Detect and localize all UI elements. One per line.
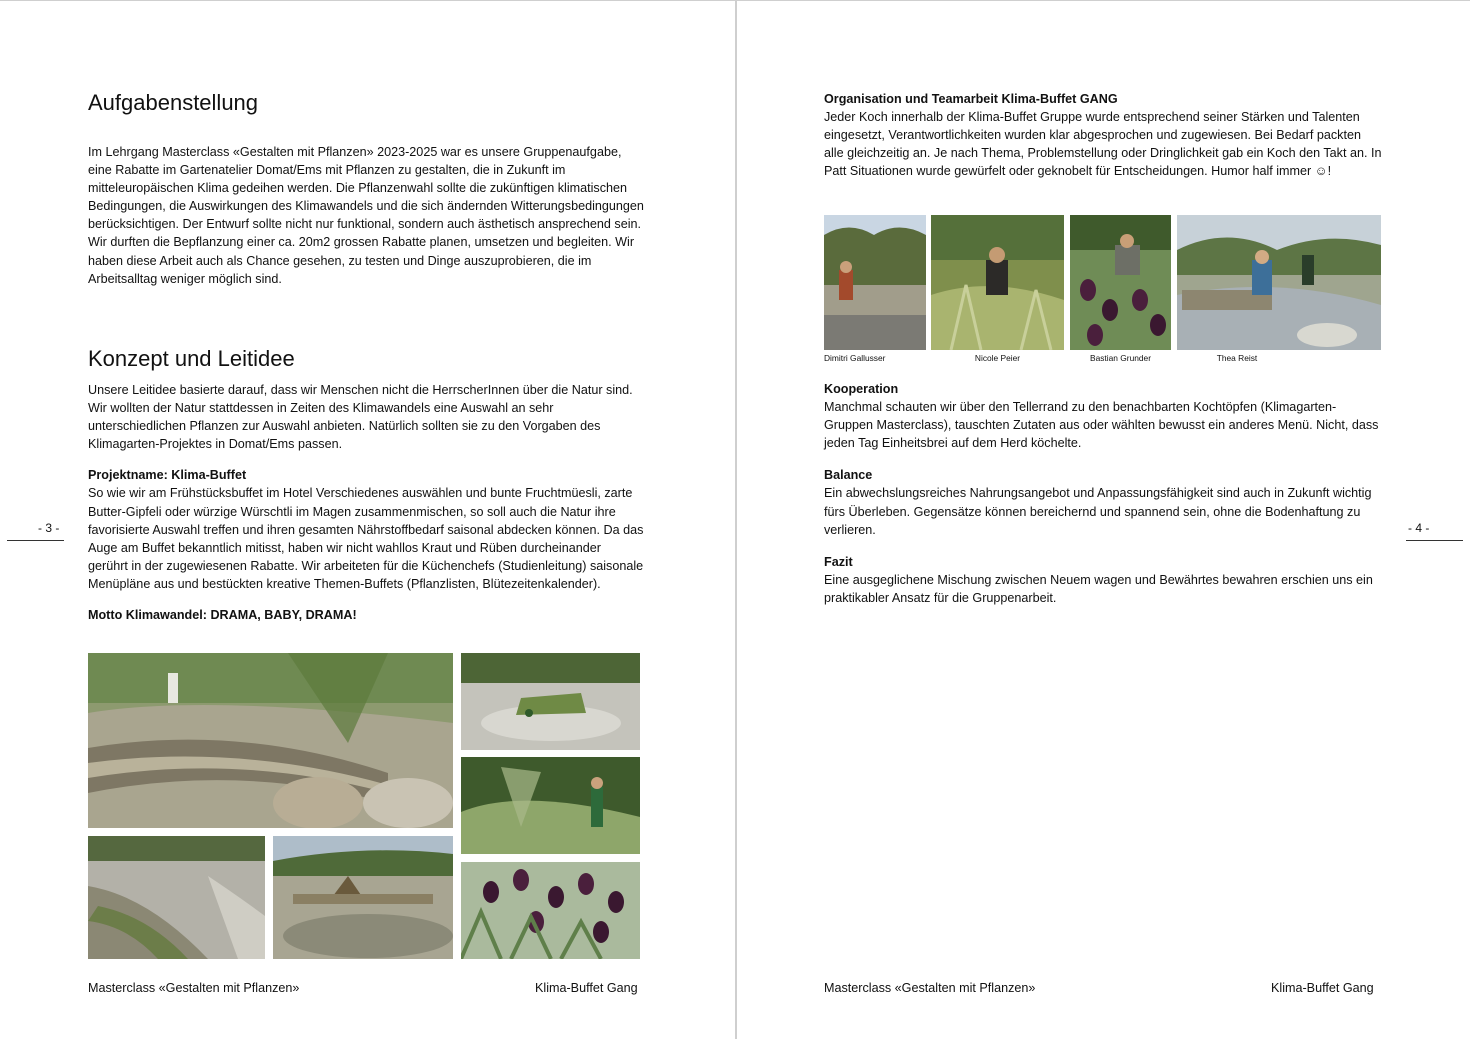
page-number-4: - 4 - <box>1408 521 1430 535</box>
caption-nicole-peier: Nicole Peier <box>974 353 1021 363</box>
subheading-balance: Balance <box>824 468 873 483</box>
paragraph-leitidee: Unsere Leitidee basierte darauf, dass wir Menschen nicht die HerrscherInnen über die Natur sind. Wir wollten der Natur stattdessen in Zeiten des Klimawandels eine Auswahl an sehr unterschiedlichen Pflanzen zur Auswahl anbieten. Natürlich sollten sie zu den Vorgaben des Klimagarten-Projektes in Domat/Ems passen. <box>88 383 633 452</box>
photo-tulips <box>461 862 640 959</box>
footer-right-right-page: Klima-Buffet Gang <box>1271 981 1374 995</box>
subheading-fazit: Fazit <box>824 554 853 569</box>
heading-aufgabenstellung: Aufgabenstellung <box>88 90 259 115</box>
page-number-rule-right <box>1406 540 1463 541</box>
photo-rabatte-stone-wall <box>88 653 453 828</box>
subheading-organisation: Organisation und Teamarbeit Klima-Buffet GANG <box>824 92 1118 106</box>
subheading-kooperation: Kooperation <box>824 382 899 396</box>
subheading-projektname: Projektname: Klima-Buffet <box>88 468 247 483</box>
paragraph-aufgabenstellung: Im Lehrgang Masterclass «Gestalten mit Pflanzen» 2023-2025 war es unsere Gruppenaufgabe, eine Rabatte im Gartenatelier Domat/Ems mit Pflanzen zu gestalten, die in Zukunft im mitteleuropäischen Klima gedeihen werden. Die Pflanzenwahl sollte die zukünftigen klimatischen Bedingungen, die Auswirkungen des Klimawandels und die sich ändernden Witterungsbedingungen berücksichtigen. Der Entwurf sollte nicht nur funktional, sondern auch ästhetisch ansprechend sein. Wir durften die Bepflanzung einer ca. 20m2 grossen Rabatte planen, umsetzen und begleiten. Wir haben diese Arbeit auch als Chance gesehen, zu testen und Dinge auszuprobieren, die im Arbeitsalltag weniger möglich sind. <box>88 145 644 286</box>
page-number-rule <box>7 540 64 541</box>
footer-left-right-page: Masterclass «Gestalten mit Pflanzen» <box>824 981 1036 995</box>
paragraph-kooperation: Manchmal schauten wir über den Tellerrand zu den benachbarten Kochtöpfen (Klimagarten-Gruppen Masterclass), tauschten Zutaten aus oder wählten bewusst ein anderes Menü. Nicht, dass jeden Tag Einheitsbrei auf dem Herd köchelte. <box>824 400 1379 451</box>
paragraph-balance: Ein abwechslungsreiches Nahrungsangebot und Anpassungsfähigkeit sind auch in Zukunft wichtig fürs Überleben. Gegensätze können bereichernd und spannend sein, ohne die Bodenhaftung zu verlieren. <box>824 486 1372 537</box>
photo-thea-reist <box>1177 215 1381 350</box>
photo-gardener-plants <box>461 757 640 854</box>
footer-left: Masterclass «Gestalten mit Pflanzen» <box>88 981 300 995</box>
paragraph-fazit: Eine ausgeglichene Mischung zwischen Neuem wagen und Bewährtes bewahren erschien uns ein praktikabler Ansatz für die Gruppenarbeit. <box>824 572 1373 605</box>
page-4 <box>737 1 1470 1039</box>
subheading-motto: Motto Klimawandel: DRAMA, BABY, DRAMA! <box>88 608 357 623</box>
photo-water-basin <box>273 836 453 959</box>
section-kooperation <box>824 380 1384 607</box>
paragraph-organisation: Jeder Koch innerhalb der Klima-Buffet Gruppe wurde entsprechend seiner Stärken und Talenten eingesetzt, Verantwortlichkeiten wurden klar abgesprochen und zugewiesen. Bei Bedarf packten alle gleichzeitig an. Je nach Thema, Problemstellung oder Dringlichkeit gab ein Koch den Takt an. In Patt Situationen wurde gewürfelt oder geknobelt für Entscheidungen. Humor half immer ☺! <box>824 110 1382 179</box>
photo-gravel-path <box>88 836 265 959</box>
photo-garden-overview <box>461 653 640 750</box>
section-organisation <box>824 90 1384 180</box>
page-number-3: - 3 - <box>38 521 60 535</box>
heading-konzept-leitidee: Konzept und Leitidee <box>88 346 295 371</box>
caption-dimitri-gallusser: Dimitri Gallusser <box>824 353 886 363</box>
paragraph-projektname: So wie wir am Frühstücksbuffet im Hotel Verschiedenes auswählen und bunte Fruchtmüesli, zarte Butter-Gipfeli oder würzige Würschtli im Magen zusammenmischen, so soll auch die Natur ihre favorisierte Auswahl treffen und ihren gesamten Nährstoffbedarf saisonal abdecken können. Da das Auge am Buffet bekanntlich mitisst, haben wir nicht wahllos Kraut und Rüben durcheinander gerührt in der zugewiesenen Rabatte. Wir arbeiteten für die Küchenchefs (Studienleitung) saisonale Menüpläne aus und bestückten kreative Themen-Buffets (Pflanzlisten, Blütezeitenkalender). <box>88 486 644 591</box>
page-3 <box>0 1 735 1039</box>
caption-thea-reist: Thea Reist <box>1216 353 1258 363</box>
section-konzept <box>88 346 644 624</box>
footer-right: Klima-Buffet Gang <box>535 981 638 995</box>
photo-bastian-grunder <box>1070 215 1171 350</box>
photo-dimitri-gallusser <box>824 215 926 350</box>
photo-nicole-peier-img <box>931 215 1064 350</box>
caption-bastian-grunder: Bastian Grunder <box>1090 353 1151 363</box>
section-aufgabenstellung <box>88 90 644 288</box>
